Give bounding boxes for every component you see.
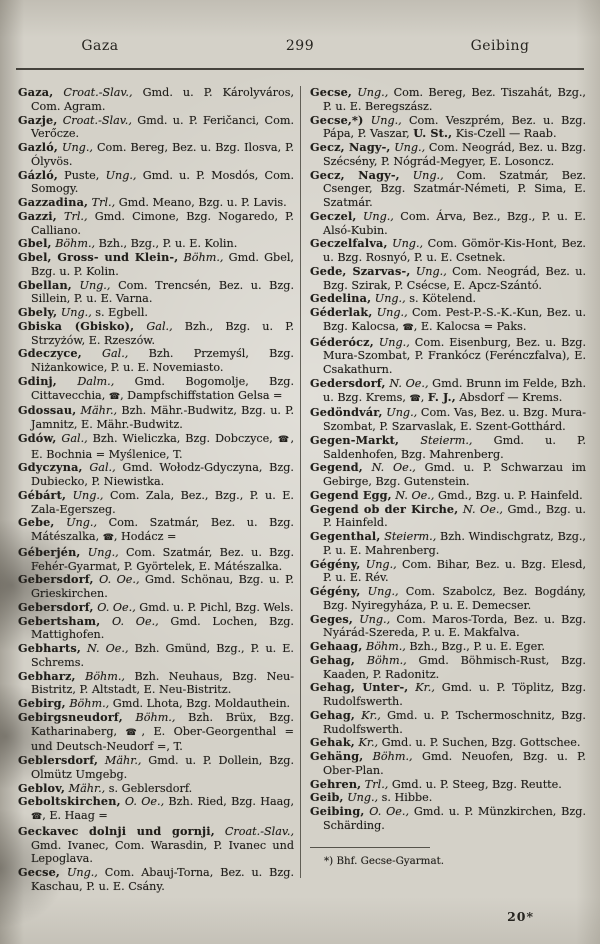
entry-text: , Dampfschiffstation Gelsa = <box>120 388 283 402</box>
entry-headword: Gebersdorf, <box>18 572 94 587</box>
entry-region: Gal., <box>56 431 88 445</box>
entry-text: Gmd. u. P. Mosdós, Com. Somogy. <box>31 168 294 196</box>
sheet-signature: 20* <box>507 909 534 924</box>
station-icon: ☎ <box>402 322 414 333</box>
entry-text: Gmd. Ivanec, Com. Warasdin, P. Ivanec und Lepoglava. <box>31 838 294 866</box>
entry-region: O. Oe., <box>100 614 159 628</box>
entry-region: Böhm., <box>122 710 176 724</box>
station-icon: ☎ <box>108 391 121 402</box>
column-right-entries <box>310 86 586 833</box>
entry-text: Gmd. u. P. Töplitz, Bzg. Rudolfswerth. <box>323 681 587 708</box>
entry-text: Gmd. u. P. Suchen, Bzg. Gottschee. <box>378 736 581 750</box>
entry-headword: F. J., <box>427 389 456 404</box>
entry-text: Bzh. Wieliczka, Bzg. Dobczyce, <box>87 431 278 445</box>
gazetteer-entry <box>310 489 586 503</box>
entry-headword: Géberjén, <box>18 544 81 559</box>
entry-region: Böhm., <box>178 251 224 264</box>
entry-text: Com. Trencsén, Bez. u. Bzg. Sillein, P. u. E. Varna. <box>31 278 295 306</box>
gazetteer-entry <box>18 306 294 320</box>
entry-text: Com. Neográd, Bez. u. Bzg. Szécsény, P. Nógrád-Megyer, E. Losoncz. <box>323 141 586 168</box>
gazetteer-entry <box>18 86 294 114</box>
entry-text: s. Geblersdorf. <box>105 781 193 795</box>
gazetteer-entry <box>310 210 586 238</box>
entry-text: , <box>420 390 428 404</box>
entry-text: Com. Szabolcz, Bez. Bogdány, Bzg. Nyiregyháza, P. u. E. Demecser. <box>323 585 586 612</box>
header-rule <box>16 68 584 70</box>
gazetteer-entry <box>310 503 586 531</box>
entry-headword: Gbel, Gross- und Klein-, <box>18 250 179 264</box>
gazetteer-entry <box>310 736 586 750</box>
entry-text: Gmd. Neuofen, Bzg. u. P. Ober-Plan. <box>323 750 586 777</box>
entry-headword: Gehak, <box>310 735 355 750</box>
gazetteer-entry <box>18 196 294 210</box>
entry-region: Steierm., <box>399 433 473 447</box>
gazetteer-entry <box>310 558 586 586</box>
entry-region: Ung., <box>356 209 394 223</box>
gazetteer-entry <box>310 86 586 114</box>
gazetteer-entry <box>18 697 294 711</box>
entry-region: Croat.-Slav., <box>214 824 295 838</box>
entry-headword: Gébárt, <box>18 487 67 502</box>
entry-text: Bzh., Bzg., P. u. E. Eger. <box>405 640 545 653</box>
entry-headword: Geges, <box>310 611 354 626</box>
entry-text: Gmd. Cimone, Bzg. Nogaredo, P. Calliano. <box>31 209 294 237</box>
entry-text: Bzh. Brüx, Bzg. Katharinaberg, <box>31 710 294 738</box>
entry-text: Com. Eisenburg, Bez. u. Bzg. Mura-Szombat, P. Frankócz (Ferénczfalva), E. Csakathurn. <box>323 335 586 376</box>
entry-headword: Gebe, <box>18 515 55 530</box>
entry-text: , E. Haag = <box>42 809 108 822</box>
gazetteer-entry <box>18 615 294 643</box>
entry-headword: Gecse, <box>310 85 352 99</box>
entry-region: O. Oe., <box>120 795 165 809</box>
entry-text: Gmd. u. P. Saldenhofen, Bzg. Mahrenberg. <box>323 433 586 461</box>
entry-text: Com. Zala, Bez., Bzg., P. u. E. Zala-Egerszeg. <box>31 488 294 516</box>
entry-text: Gmd. Lochen, Bzg. Mattighofen. <box>31 614 294 642</box>
entry-region: Gal., <box>81 347 129 361</box>
footnote-block <box>310 847 586 868</box>
station-icon: ☎ <box>31 812 43 822</box>
entry-region: Ung., <box>80 545 119 559</box>
entry-headword: U. St., <box>413 126 453 141</box>
gazetteer-entry <box>18 251 294 279</box>
gazetteer-entry <box>310 169 586 210</box>
entry-text: Com. Szatmár, Bez. u. Bzg. Fehér-Gyarmat, P. Györtelek, E. Mátészalka. <box>31 545 294 573</box>
gazetteer-entry <box>18 825 294 866</box>
entry-region: N. Oe., <box>458 502 503 516</box>
entry-region: Kr., <box>354 708 381 722</box>
entry-text: Com. Gömör-Kis-Hont, Bez. u. Bzg. Rosnyó, P. u. E. Csetnek. <box>323 237 586 264</box>
gazetteer-entry <box>310 681 586 709</box>
entry-headword: Geib, <box>310 790 344 805</box>
entry-region: Ung., <box>71 278 111 292</box>
gazetteer-entry <box>310 265 586 293</box>
entry-region: Mähr., <box>98 754 142 767</box>
column-divider <box>300 86 301 878</box>
gazetteer-entry <box>310 434 586 462</box>
entry-text: Gmd. u. P. Schwarzau im Gebirge, Bzg. Gutenstein. <box>323 461 586 488</box>
entry-text: , E. Ober-Georgenthal = und Deutsch-Neudorf =, T. <box>31 724 295 754</box>
entry-region: Ung., <box>373 335 410 349</box>
entry-headword: Gedöndvár, <box>310 405 383 420</box>
gazetteer-entry <box>18 670 294 698</box>
header-catchword-right: Geibing <box>470 38 530 54</box>
gazetteer-entry <box>18 489 294 517</box>
gazetteer-entry <box>18 461 294 489</box>
gazetteer-entry <box>310 461 586 489</box>
page-number: 299 <box>285 38 315 54</box>
entry-region: Ung., <box>57 306 92 319</box>
entry-region: Ung., <box>353 612 391 626</box>
entry-headword: Gehag, <box>310 707 355 722</box>
station-icon: ☎ <box>102 533 114 543</box>
entry-text: Absdorf — Krems. <box>455 390 563 404</box>
gazetteer-entry <box>310 778 586 792</box>
gazetteer-entry <box>18 432 294 462</box>
entry-headword: Gehag, Unter-, <box>310 680 409 695</box>
entry-text: Gmd. Brunn im Felde, Bzh. u. Bzg. Krems, <box>323 376 586 404</box>
entry-headword: Géderócz, <box>310 334 374 349</box>
entry-headword: Gebharts, <box>18 641 81 655</box>
entry-headword: Gegend, <box>310 460 363 475</box>
entry-text: , Hodácz = <box>113 530 177 543</box>
gazetteer-entry <box>18 642 294 670</box>
entry-headword: Gebirg, <box>18 696 66 710</box>
entry-region: Ung., <box>390 141 426 154</box>
entry-text: Gmd. u. P. Tschermoschnitz, Bzg. Rudolfswerth. <box>323 708 586 736</box>
entry-region: Böhm., <box>354 653 407 667</box>
entry-text: Bzh. Gmünd, Bzg., P. u. E. Schrems. <box>31 642 294 669</box>
gazetteer-entry <box>310 306 586 336</box>
gazetteer-entry <box>18 210 294 238</box>
entry-headword: Gegen-Markt, <box>310 432 400 447</box>
entry-region: Ung., <box>410 264 447 278</box>
gazetteer-entry <box>18 546 294 574</box>
entry-headword: Gaza, <box>18 85 54 99</box>
entry-region: Kr., <box>354 736 379 750</box>
entry-headword: Géderlak, <box>310 305 373 319</box>
gazetteer-entry <box>18 711 294 754</box>
entry-headword: Gehaag, <box>310 639 363 653</box>
entry-text: Gmd. Gbel, Bzg. u. P. Kolin. <box>31 251 294 278</box>
gazetteer-entry <box>18 279 294 307</box>
entry-region: Böhm., <box>363 750 413 763</box>
entry-region: Trl., <box>361 777 389 791</box>
entry-headword: Gbellan, <box>18 277 72 292</box>
entry-headword: Gecz, Nagy-, <box>310 140 391 154</box>
footnote-text: *) Bhf. Gecse-Gyarmat. <box>324 854 444 867</box>
gazetteer-entry <box>18 320 294 348</box>
entry-headword: Gazje, <box>18 112 58 127</box>
gazetteer-entry <box>310 805 586 833</box>
entry-headword: Gdów, <box>18 430 57 445</box>
entry-text: Bzh., Bzg., P. u. E. Kolin. <box>95 237 238 251</box>
gazetteer-entry <box>18 795 294 825</box>
entry-text: Gmd. u. P. Steeg, Bzg. Reutte. <box>388 777 562 791</box>
entry-headword: Gegend ob der Kirche, <box>310 501 459 516</box>
gazetteer-entry <box>310 640 586 654</box>
entry-headword: Gehag, <box>310 652 355 667</box>
gazetteer-entry <box>18 237 294 251</box>
entry-headword: Gebersdorf, <box>18 599 94 614</box>
entry-text: Bzh. Przemyśl, Bzg. Niżankowice, P. u. E. Novemiasto. <box>31 347 294 374</box>
entry-headword: Gbely, <box>18 305 58 319</box>
entry-headword: Gazzadina, <box>18 195 89 209</box>
entry-headword: Gdyczyna, <box>18 460 83 475</box>
entry-text: , E. Kalocsa = Paks. <box>413 319 527 333</box>
entry-region: Böhm., <box>75 669 125 683</box>
entry-region: Böhm., <box>362 640 406 653</box>
entry-region: Ung., <box>66 488 104 502</box>
entry-text: Kis-Czell — Raab. <box>452 127 557 141</box>
entry-region: O. Oe., <box>364 805 410 818</box>
entry-text: Com. Neográd, Bez. u. Bzg. Szirak, P. Csécse, E. Apcz-Szántó. <box>323 264 586 292</box>
gazetteer-entry <box>310 114 586 142</box>
entry-headword: Gedelina, <box>310 291 372 306</box>
entry-headword: Geboltskirchen, <box>18 794 121 809</box>
entry-text: Bzh. Ried, Bzg. Haag, <box>164 795 295 809</box>
entry-headword: Gecse, <box>18 865 60 879</box>
entry-headword: Geblersdorf, <box>18 753 99 767</box>
entry-headword: Geckavec dolnji und gornji, <box>18 823 215 838</box>
entry-headword: Gehäng, <box>310 749 364 763</box>
entry-region: Dalm., <box>56 374 115 388</box>
entry-text: Com. Veszprém, Bez. u. Bzg. Pápa, P. Vaszar, <box>323 113 587 141</box>
entry-text: Gmd. Meano, Bzg. u. P. Lavis. <box>115 196 287 209</box>
entry-text: Gmd., Bzg. u. P. Hainfeld. <box>323 502 586 530</box>
entry-region: Ung., <box>105 168 137 182</box>
gazetteer-entry <box>310 237 586 265</box>
gazetteer-entry <box>310 585 586 613</box>
page-header <box>0 38 600 54</box>
entry-region: O. Oe., <box>93 573 140 587</box>
entry-region: Ung., <box>371 292 406 306</box>
gazetteer-entry <box>18 169 294 197</box>
entry-region: Ung., <box>372 306 408 319</box>
entry-region: Ung., <box>387 237 424 251</box>
entry-headword: Gégény, <box>310 556 361 571</box>
entry-region: Mähr., <box>65 781 106 795</box>
entry-region: Ung., <box>343 791 379 805</box>
gazetteer-entry <box>310 709 586 737</box>
entry-headword: Gbiska (Gbisko), <box>18 318 135 333</box>
entry-headword: Gedersdorf, <box>310 375 386 390</box>
entry-text: Com. Szatmár, Bez. u. Bzg. Mátészalka, <box>31 516 294 543</box>
entry-region: O. Oe., <box>93 600 136 614</box>
gazetteer-entry <box>310 141 586 169</box>
entry-text: Gmd. Schönau, Bzg. u. P. Grieskirchen. <box>31 573 294 600</box>
entry-headword: Gegend Egg, <box>310 487 392 502</box>
entry-text: s. Kötelend. <box>405 292 477 306</box>
entry-region: Kr., <box>408 681 435 695</box>
gazetteer-entry <box>18 404 294 432</box>
entry-headword: Geczel, <box>310 208 357 223</box>
entry-headword: Gbel, <box>18 236 52 251</box>
entry-headword: Gazzi, <box>18 208 57 223</box>
gazetteer-entry <box>18 601 294 615</box>
entry-headword: Gecz, Nagy-, <box>310 167 400 182</box>
entry-headword: Gégény, <box>310 584 361 598</box>
entry-text: Com. Abauj-Torna, Bez. u. Bzg. Kaschau, P. u. E. Csány. <box>31 866 295 893</box>
gazetteer-entry <box>18 573 294 601</box>
entry-text: Gmd. u. P. Károlyváros, Com. Agram. <box>31 86 295 113</box>
entry-text: s. Hibbe. <box>378 791 433 805</box>
entry-text: , E. Bochnia = Myślenice, T. <box>31 431 295 461</box>
gazetteer-entry <box>310 530 586 558</box>
gazetteer-entry <box>310 406 586 434</box>
entry-region: N. Oe., <box>385 376 429 390</box>
entry-region: Ung., <box>54 516 98 530</box>
footnote-rule <box>310 847 430 848</box>
entry-headword: Gdeczyce, <box>18 346 82 361</box>
entry-text: Gmd. u. P. Feričanci, Com. Verőcze. <box>31 113 294 141</box>
entry-text: Bzh. Windischgratz, Bzg., P. u. E. Mahrenberg. <box>323 530 586 557</box>
entry-region: Böhm., <box>51 237 96 251</box>
entry-region: Croat.-Slav., <box>53 86 133 99</box>
entry-region: N. Oe., <box>362 461 416 475</box>
gazetteer-entry <box>18 347 294 375</box>
gazetteer-entry <box>18 375 294 405</box>
gazetteer-entry <box>18 782 294 796</box>
entry-region: N. Oe., <box>80 642 129 655</box>
entry-text: Puste, <box>57 168 106 182</box>
entry-region: N. Oe., <box>391 488 435 502</box>
entry-text: Com. Pest-P.-S.-K.-Kun, Bez. u. Bzg. Kalocsa, <box>323 306 587 333</box>
entry-text: Gmd. u. P. Dollein, Bzg. Olmütz Umgebg. <box>31 754 294 781</box>
entry-headword: Gdossau, <box>18 403 77 418</box>
entry-text: Com. Bihar, Bez. u. Bzg. Elesd, P. u. E. Rév. <box>323 557 587 585</box>
entry-headword: Gazló, <box>18 140 58 154</box>
column-right <box>310 86 586 868</box>
entry-region: Ung., <box>352 86 389 99</box>
column-left <box>18 86 294 894</box>
column-left-entries <box>18 86 294 894</box>
gazetteer-entry <box>310 377 586 407</box>
entry-region: Ung., <box>360 585 399 598</box>
entry-headword: Geblov, <box>18 780 66 795</box>
entry-region: Steierm., <box>380 530 437 543</box>
entry-headword: Gdinj, <box>18 373 57 388</box>
entry-region: Ung., <box>382 406 418 420</box>
entry-text: Com. Maros-Torda, Bez. u. Bzg. Nyárád-Szereda, P. u. E. Makfalva. <box>323 612 586 640</box>
entry-text: Com. Bereg, Bez. u. Bzg. Ilosva, P. Ólyvös. <box>31 141 294 168</box>
entry-text: Bzh. Mähr.-Budwitz, Bzg. u. P. Jamnitz, E. Mähr.-Budwitz. <box>31 404 294 431</box>
entry-headword: Gebertsham, <box>18 613 101 628</box>
entry-headword: Geibing, <box>310 804 365 818</box>
header-catchword-left: Gaza <box>81 38 119 54</box>
entry-headword: Gecse,*) <box>310 112 364 127</box>
gazetteer-entry <box>18 866 294 894</box>
entry-text: Gmd. Bogomolje, Bzg. Cittavecchia, <box>31 374 295 402</box>
entry-region: Croat.-Slav., <box>57 113 132 127</box>
entry-headword: Gehren, <box>310 776 362 791</box>
entry-text: Gmd. Böhmisch-Rust, Bzg. Kaaden, P. Radonitz. <box>323 653 586 681</box>
entry-headword: Gebharz, <box>18 668 76 683</box>
entry-region: Ung., <box>57 141 93 154</box>
station-icon: ☎ <box>277 434 291 445</box>
gazetteer-entry <box>18 754 294 782</box>
entry-region: Trl., <box>88 196 116 209</box>
station-icon: ☎ <box>125 727 142 738</box>
gazetteer-entry <box>310 654 586 682</box>
gazetteer-entry <box>18 141 294 169</box>
entry-headword: Gázló, <box>18 167 58 182</box>
entry-text: Gmd. Wołodz-Gdyczyna, Bzg. Dubiecko, P. Niewistka. <box>31 461 294 488</box>
entry-region: Gal., <box>82 461 116 475</box>
entry-text: Gmd. u. P. Pichl, Bzg. Wels. <box>135 600 294 614</box>
entry-region: Gal., <box>134 319 173 333</box>
entry-text: Com. Vas, Bez. u. Bzg. Mura-Szombat, P. Szarvaslak, E. Szent-Gotthárd. <box>323 406 586 433</box>
entry-region: Ung., <box>363 113 402 127</box>
entry-region: Ung., <box>399 168 444 182</box>
entry-text: Bzh., Bzg. u. P. Strzyżów, E. Rzeszów. <box>31 319 295 347</box>
entry-region: Ung., <box>360 557 397 571</box>
entry-region: Mähr., <box>76 404 118 418</box>
entry-region: Trl., <box>56 209 88 223</box>
gazetteer-entry <box>18 114 294 142</box>
entry-text: Gmd. Lhota, Bzg. Moldauthein. <box>109 697 291 710</box>
entry-text: Gmd., Bzg. u. P. Hainfeld. <box>434 488 583 502</box>
entry-text: Com. Szatmár, Bez. Csenger, Bzg. Szatmár-Németi, P. Sima, E. Szatmár. <box>323 168 586 209</box>
entry-region: Böhm., <box>65 697 110 710</box>
gazetteer-entry <box>310 750 586 778</box>
entry-region: Ung., <box>60 866 98 879</box>
gazetteer-entry <box>310 791 586 805</box>
gazetteer-entry <box>310 336 586 377</box>
entry-text: Com. Árva, Bez., Bzg., P. u. E. Alsó-Kubin. <box>323 209 586 237</box>
entry-text: s. Egbell. <box>91 306 148 319</box>
entry-text: Bzh. Neuhaus, Bzg. Neu-Bistritz, P. Altstadt, E. Neu-Bistritz. <box>31 669 294 697</box>
entry-headword: Gebirgsneudorf, <box>18 709 123 724</box>
gazetteer-entry <box>310 613 586 641</box>
entry-headword: Gede, Szarvas-, <box>310 263 411 278</box>
entry-text: Gmd. u. P. Münzkirchen, Bzg. Schärding. <box>323 805 586 832</box>
gazetteer-entry <box>18 516 294 546</box>
entry-headword: Geczelfalva, <box>310 236 388 251</box>
entry-headword: Gegenthal, <box>310 529 381 543</box>
station-icon: ☎ <box>409 393 421 404</box>
entry-text: Com. Bereg, Bez. Tiszahát, Bzg., P. u. E. Beregszász. <box>323 86 586 113</box>
gazetteer-entry <box>310 292 586 306</box>
